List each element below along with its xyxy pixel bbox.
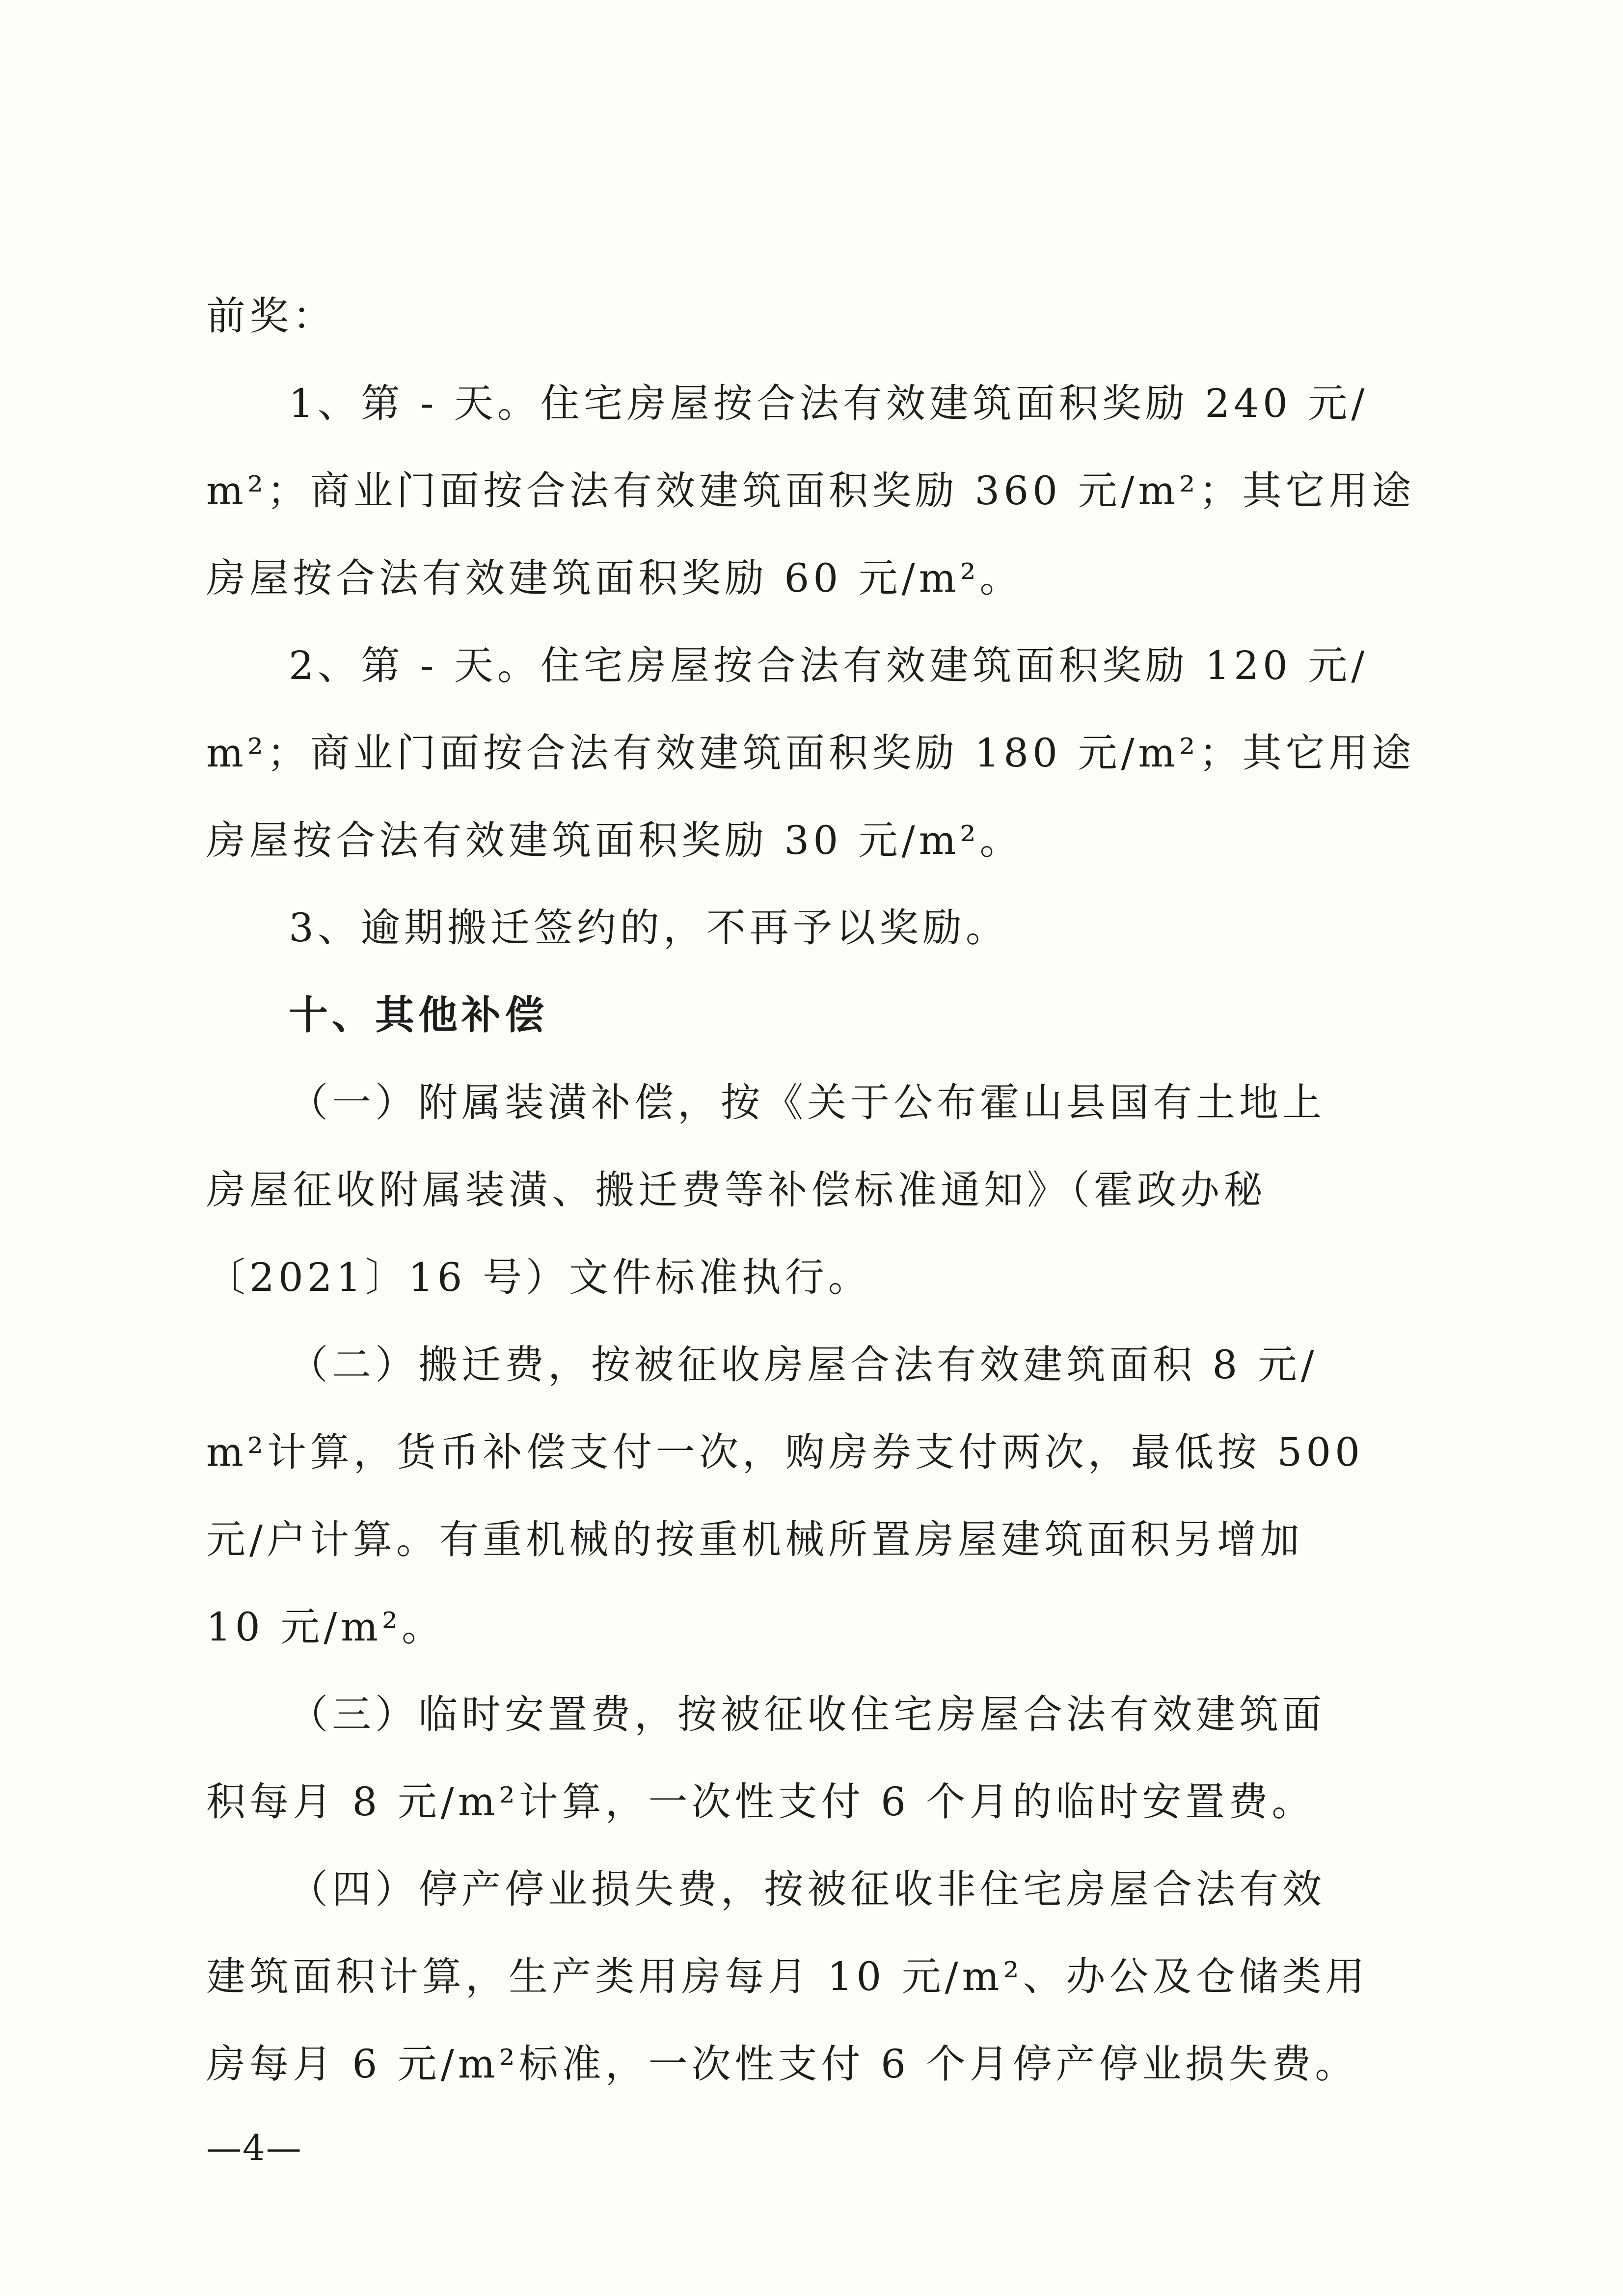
- text-line: 房屋征收附属装潢、搬迁费等补偿标准通知》（霍政办秘: [206, 1167, 1267, 1213]
- text-line: （四）停产停业损失费，按被征收非住宅房屋合法有效: [289, 1866, 1325, 1912]
- text-line: 10 元/m²。: [206, 1604, 445, 1650]
- text-line: 前奖：: [206, 293, 336, 339]
- text-line: （二）搬迁费，按被征收房屋合法有效建筑面积 8 元/: [289, 1342, 1318, 1388]
- text-line: 2、第 - 天。住宅房屋按合法有效建筑面积奖励 120 元/: [289, 643, 1369, 688]
- text-line: m²计算，货币补偿支付一次，购房券支付两次，最低按 500: [206, 1429, 1364, 1475]
- page-number: —4—: [206, 2127, 302, 2168]
- text-line: 〔2021〕16 号）文件标准执行。: [206, 1255, 871, 1300]
- text-line: （一）附属装潢补偿，按《关于公布霍山县国有土地上: [289, 1080, 1325, 1125]
- text-line: 积每月 8 元/m²计算，一次性支付 6 个月的临时安置费。: [206, 1779, 1315, 1825]
- text-line: 房屋按合法有效建筑面积奖励 60 元/m²。: [206, 555, 1023, 601]
- text-line: （三）临时安置费，按被征收住宅房屋合法有效建筑面: [289, 1692, 1325, 1737]
- text-line: 3、逾期搬迁签约的，不再予以奖励。: [289, 905, 1009, 951]
- document-body: [206, 273, 1424, 2108]
- text-line: 元/户计算。有重机械的按重机械所置房屋建筑面积另增加: [206, 1517, 1303, 1562]
- text-line: 房每月 6 元/m²标准，一次性支付 6 个月停产停业损失费。: [206, 2041, 1358, 2087]
- text-line: 房屋按合法有效建筑面积奖励 30 元/m²。: [206, 818, 1023, 863]
- section-heading: 十、其他补偿: [289, 992, 548, 1038]
- text-line: m²；商业门面按合法有效建筑面积奖励 180 元/m²；其它用途: [206, 730, 1415, 776]
- text-line: m²；商业门面按合法有效建筑面积奖励 360 元/m²；其它用途: [206, 468, 1415, 514]
- text-line: 1、第 - 天。住宅房屋按合法有效建筑面积奖励 240 元/: [289, 381, 1369, 426]
- text-line: 建筑面积计算，生产类用房每月 10 元/m²、办公及仓储类用: [206, 1954, 1369, 1999]
